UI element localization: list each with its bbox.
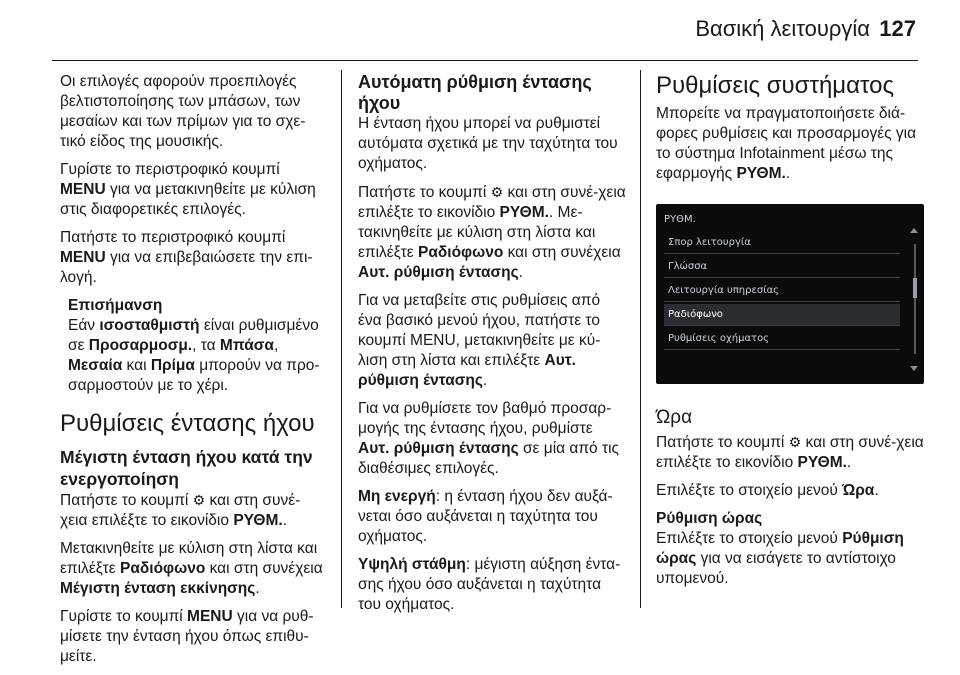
paragraph: Πατήστε το περιστροφικό κουμπί MENU για να επιβεβαιώσετε την επι-λογή. — [60, 229, 313, 286]
scroll-up-icon — [910, 228, 918, 233]
screen-menu-item: Λειτουργία υπηρεσίας — [664, 280, 900, 302]
column-divider-1 — [341, 70, 342, 608]
section-heading: Ώρα — [656, 407, 693, 428]
screen-menu-item: Γλώσσα — [664, 256, 900, 278]
scroll-thumb — [913, 278, 917, 298]
paragraph: Μη ενεργή: η ένταση ήχου δεν αυξά-νεται όσο αυξάνεται η ταχύτητα του οχήματος. — [358, 488, 613, 545]
screen-menu-item-selected: Ραδιόφωνο — [664, 304, 900, 326]
section-heading: Ρυθμίσεις έντασης ήχου — [60, 410, 315, 437]
scroll-track — [914, 244, 916, 354]
paragraph: Πατήστε το κουμπί ⚙ και στη συνέ-χεια επιλέξτε το εικονίδιο ΡΥΘΜ.. — [60, 492, 301, 529]
settings-knob-icon: ⚙ — [788, 434, 802, 450]
paragraph: Η ένταση ήχου μπορεί να ρυθμιστεί αυτόματα σχετικά με την ταχύτητα του οχήματος. — [358, 115, 618, 172]
section-heading: Ρυθμίσεις συστήματος — [656, 72, 895, 99]
screen-title: ΡΥΘΜ. — [664, 214, 696, 225]
paragraph: Για να ρυθμίσετε τον βαθμό προσαρ-μογής της έντασης ήχου, ρυθμίστε Αυτ. ρύθμιση έντασης σε μία από τις διαθέσιμες επιλογές. — [358, 400, 620, 477]
header-title: Βασική λειτουργία — [695, 16, 870, 41]
scroll-down-icon — [910, 366, 918, 371]
paragraph: Μετακινηθείτε με κύλιση στη λίστα και επιλέξτε Ραδιόφωνο και στη συνέχεια Μέγιστη ένταση εκκίνησης. — [60, 540, 323, 597]
paragraph: Γυρίστε το περιστροφικό κουμπί MENU για να μετακινηθείτε με κύλιση στις διαφορετικές επιλογές. — [60, 161, 316, 218]
subsection-heading: Μέγιστη ένταση ήχου κατά την ενεργοποίηση — [60, 447, 313, 489]
paragraph: Για να μεταβείτε στις ρυθμίσεις από ένα βασικό μενού ήχου, πατήστε το κουμπί MENU, μετακινηθείτε με κύ-λιση στη λίστα και επιλέξτε Αυτ. ρύθμιση έντασης. — [358, 292, 601, 389]
subsection-heading: Αυτόματη ρύθμιση έντασης ήχου — [358, 72, 592, 113]
paragraph: Μπορείτε να πραγματοποιήσετε διά-φορες ρυθμίσεις και προσαρμογές για το σύστημα Infotainment μέσω της εφαρμογής ΡΥΘΜ.. — [656, 105, 917, 182]
screen-menu-item: Ρυθμίσεις οχήματος — [664, 328, 900, 350]
column-2 — [358, 72, 626, 623]
paragraph: Οι επιλογές αφορούν προεπιλογές βελτιστοποίησης των μπάσων, των μεσαίων και των πρίμων για το σχε-τικό είδος της μουσικής. — [60, 73, 306, 150]
page-header — [0, 0, 960, 60]
header-rule — [52, 60, 918, 61]
paragraph: Υψηλή στάθμη: μέγιστη αύξηση έντα-σης ήχου όσο αυξάνεται η ταχύτητα του οχήματος. — [358, 556, 621, 613]
settings-knob-icon: ⚙ — [490, 184, 504, 200]
paragraph: Πατήστε το κουμπί ⚙ και στη συνέ-χεια επιλέξτε το εικονίδιο ΡΥΘΜ.. — [656, 434, 924, 471]
screen-menu-item: Σπορ λειτουργία — [664, 232, 900, 254]
note-title: Επισήμανση — [68, 297, 163, 314]
column-1 — [60, 72, 326, 675]
column-3 — [656, 72, 924, 597]
note-box: Επισήμανση Εάν ισοσταθμιστή είναι ρυθμισμένο σε Προσαρμοσμ., τα Μπάσα, Μεσαία και Πρίμα μπορούν να προ-σαρμοστούν με το χέρι. — [68, 297, 320, 394]
screen-menu-list — [664, 232, 910, 380]
paragraph: Γυρίστε το κουμπί MENU για να ρυθ-μίσετε την ένταση ήχου όπως επιθυ-μείτε. — [60, 608, 314, 665]
paragraph: Επιλέξτε το στοιχείο μενού Ώρα. — [656, 482, 879, 499]
column-divider-2 — [640, 70, 641, 608]
paragraph: Επιλέξτε το στοιχείο μενού Ρύθμιση ώρας για να εισάγετε το αντίστοιχο υπομενού. — [656, 530, 904, 587]
page-number: 127 — [879, 16, 916, 41]
settings-screen-image — [656, 204, 924, 384]
settings-knob-icon: ⚙ — [192, 492, 206, 508]
subsection-heading: Ρύθμιση ώρας — [656, 510, 763, 527]
paragraph: Πατήστε το κουμπί ⚙ και στη συνέ-χεια επιλέξτε το εικονίδιο ΡΥΘΜ.. Με-τακινηθείτε με κύλιση στη λίστα και επιλέξτε Ραδιόφωνο και στη συνέχεια Αυτ. ρύθμιση έντασης. — [358, 184, 626, 281]
